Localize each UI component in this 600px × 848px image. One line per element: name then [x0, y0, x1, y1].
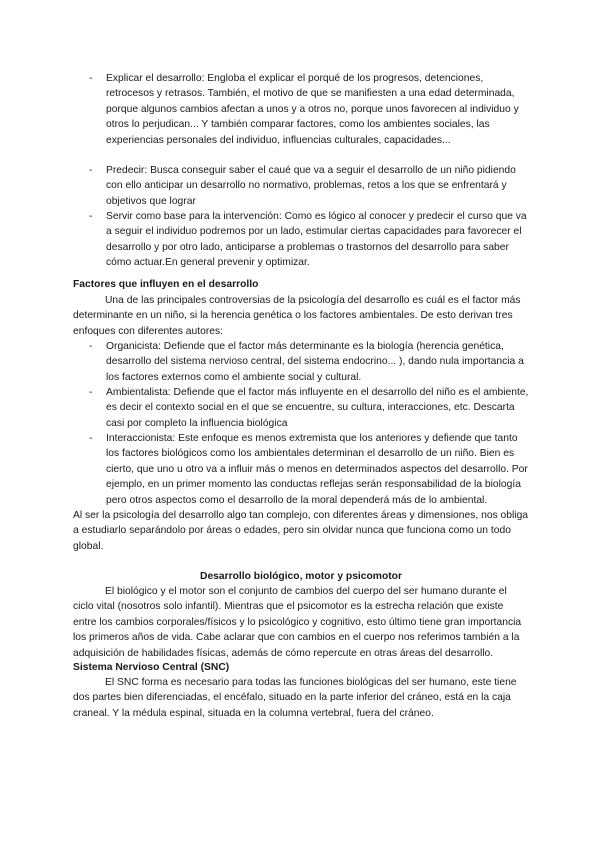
- paragraph-snc: El SNC forma es necesario para todas las funciones biológicas del ser humano, este tiene dos partes bien diferenciadas, el encéfalo, situado en la parte inferior del cráneo, está en la caja craneal. Y la médula espinal, situada en la columna vertebral, fuera del cráneo.: [73, 677, 517, 719]
- heading-factores: Factores que influyen en el desarrollo: [73, 279, 259, 290]
- list-item-interaccionista: [89, 431, 529, 508]
- list-marker: -: [89, 433, 93, 444]
- paragraph-desarrollo-biologico: El biológico y el motor son el conjunto de cambios del cuerpo del ser humano durante el ciclo vital (nosotros solo infantil). Mientras que el psicomotor es la estrecha relación que existe entre los cambios corporales/físicos y lo psicológico y cognitivo, esto último tiene gran importancia los primeros años de vida. Cabe aclarar que con cambios en el cuerpo nos referimos también a la adquisición de habilidades físicas, además de cómo repercute en otras áreas del desarrollo.: [73, 586, 522, 659]
- list-item-explicar: [89, 71, 529, 148]
- list-marker: -: [89, 387, 93, 398]
- list-item-text: Organicista: Defiende que el factor más determinante es la biología (herencia genética, desarrollo del sistema nervioso central, del sistema endocrino... ), dando nula importancia a los factores externos como el ambiente social y cultural.: [106, 341, 524, 383]
- list-item-text: Interaccionista: Este enfoque es menos extremista que los anteriores y defiende que tanto los factores biológicos como los ambientales determinan el desarrollo de un niño. Bien es cierto, que uno u otro va a influir más o menos en determinados aspectos del desarrollo. Por ejemplo, en un primer momento las conductas reflejas serán responsabilidad de la biología pero otros aspectos como el desarrollo de la moral dependerá más de lo ambiental.: [106, 433, 528, 506]
- list-item-servir: [89, 209, 529, 271]
- list-marker: -: [89, 73, 93, 84]
- list-marker: -: [89, 341, 93, 352]
- list-item-predecir: [89, 163, 529, 209]
- list-marker: -: [89, 165, 93, 176]
- list-item-text: Explicar el desarrollo: Engloba el explicar el porqué de los progresos, detenciones, retrocesos y retrasos. También, el motivo de que se manifiesten a una edad determinada, porque algunos cambios afectan a unos y a otros no, porque unos favorecen al individuo y otros lo perjudican... Y también comparar factores, como los ambientes sociales, las experiencias personales del individuo, influencias culturales, capacidades...: [106, 73, 519, 146]
- list-item-text: Ambientalista: Defiende que el factor más influyente en el desarrollo del niño es el ambiente, es decir el contexto social en el que se encuentre, su cultura, interacciones, etc. Descarta casi por completo la influencia biológica: [106, 387, 529, 429]
- list-item-organicista: [89, 339, 529, 385]
- paragraph-factores-intro: Una de las principales controversias de la psicología del desarrollo es cuál es el factor más determinante en un niño, si la herencia genética o los factores ambientales. De esto derivan tres enfoques con diferentes autores:: [73, 295, 521, 337]
- paragraph-factores-closing: Al ser la psicología del desarrollo algo tan complejo, con diferentes áreas y dimensiones, nos obliga a estudiarlo separándolo por áreas o edades, pero sin olvidar nunca que funciona como un todo global.: [73, 510, 529, 552]
- list-item-ambientalista: [89, 385, 529, 431]
- list-item-text: Servir como base para la intervención: Como es lógico al conocer y predecir el curso que va a seguir el individuo podremos por un lado, estimular ciertas capacidades para favorecer el desarrollo y por otro lado, anticiparse a problemas o trastornos del desarrollo para saber cómo actuar.En general prevenir y optimizar.: [106, 211, 527, 269]
- list-marker: -: [89, 211, 93, 222]
- heading-desarrollo-biologico: Desarrollo biológico, motor y psicomotor: [200, 571, 402, 582]
- heading-snc: Sistema Nervioso Central (SNC): [73, 662, 230, 673]
- list-item-text: Predecir: Busca conseguir saber el caué que va a seguir el desarrollo de un niño pidiendo con ello anticipar un desarrollo no normativo, problemas, retos a los que se enfrentará y objetivos que lograr: [106, 165, 516, 207]
